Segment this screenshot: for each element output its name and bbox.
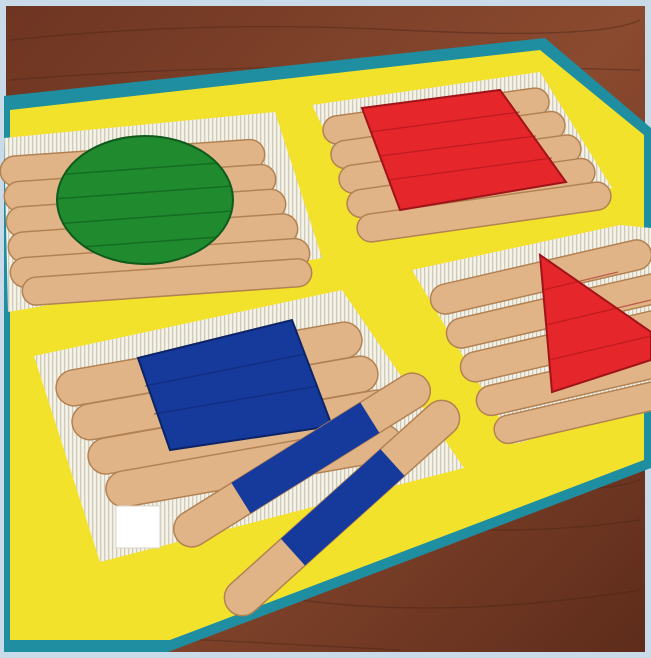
puzzle-circle [0, 112, 322, 312]
white-label [116, 506, 160, 548]
green-circle [57, 136, 233, 264]
